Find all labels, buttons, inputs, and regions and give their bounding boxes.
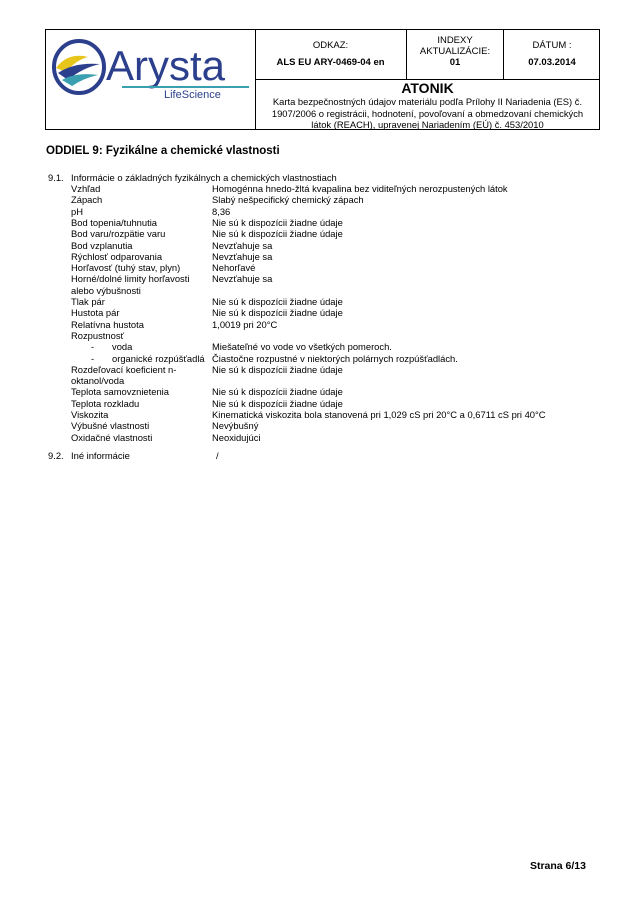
property-name: Viskozita [71,409,109,420]
odkaz-label: ODKAZ: [312,40,349,51]
logo-cell [46,30,256,129]
property-value: Nie sú k dispozícii žiadne údaje [212,296,343,307]
property-value: 1,0019 pri 20°C [212,318,278,330]
solubility-value: Čiastočne rozpustné v niektorých polárnych rozpúšťadlách. [212,352,458,364]
property-name: Výbušné vlastnosti [71,420,150,432]
solubility-value: Miešateľné vo vode vo všetkých pomeroch. [212,341,392,353]
section-title: ODDIEL 9: Fyzikálne a chemické vlastnosti [46,145,280,157]
property-name: Bod varu/rozpätie varu [71,228,166,240]
document-header [45,29,600,130]
index-cell [407,30,504,80]
property-name: Rozdeľovací koeficient n- [71,363,177,375]
list-dash: - [91,352,95,364]
property-name: Rýchlosť odparovania [71,250,163,262]
property-value: Nie sú k dispozícii žiadne údaje [212,307,343,319]
property-name: pH [71,205,83,217]
property-value: Nevzťahuje sa [212,273,273,285]
property-name: Vzhľad [71,183,101,194]
description-line: látok (REACH), upravenej Nariadením (EÚ) č. 453/2010 [311,119,544,130]
solubility-name: organické rozpúšťadlá [112,352,205,364]
description-line: Karta bezpečnostných údajov materiálu podľa Prílohy II Nariadenia (ES) č. [272,96,583,107]
datum-label: DÁTUM : [532,40,572,51]
property-name: Bod vzplanutia [71,239,133,251]
property-name-cont: alebo výbušnosti [71,284,141,296]
index-label-1: INDEXY [437,35,473,46]
datum-value: 07.03.2014 [528,57,576,68]
property-name: Tlak pár [71,296,105,307]
property-value: Homogénna hnedo-žltá kvapalina bez viditeľných nerozpustených látok [212,183,508,194]
page-number: Strana 6/13 [529,860,586,872]
property-value: Nevýbušný [212,420,259,432]
index-value: 01 [449,57,461,68]
solubility-name: voda [112,341,133,353]
datum-cell [504,30,600,80]
subsection-value: / [216,450,219,461]
arysta-logo [46,30,255,129]
property-value: Nie sú k dispozícii žiadne údaje [212,397,343,409]
list-dash: - [91,341,95,353]
property-name: Zápach [71,194,103,206]
property-name: Horné/dolné limity horľavosti [71,273,190,285]
property-name: Rozpustnosť [71,329,125,341]
odkaz-value: ALS EU ARY-0469-04 en [276,57,385,68]
property-name: Bod topenia/tuhnutia [71,216,158,228]
property-name: Relatívna hustota [71,318,144,330]
description-line: 1907/2006 o registrácii, hodnotení, povoľovaní a obmedzovaní chemických [271,107,584,119]
property-value: Nie sú k dispozícii žiadne údaje [212,363,343,375]
property-value: Nevzťahuje sa [212,239,273,251]
odkaz-cell [255,30,407,80]
subsection-title: Iné informácie [71,450,130,461]
property-name: Hustota pár [71,307,120,319]
product-name: ATONIK [401,80,454,96]
subsection-number: 9.2. [48,450,64,461]
property-value: Neoxidujúci [212,431,261,443]
logo-brand-text: Arysta [106,42,226,89]
logo-sub-text: LifeScience [164,89,221,101]
property-name-cont: oktanol/voda [71,375,125,387]
property-name: Teplota samovznietenia [71,386,169,398]
property-value: Nie sú k dispozícii žiadne údaje [212,386,343,398]
arysta-emblem-icon [54,41,104,93]
property-value: 8,36 [212,205,231,217]
property-value: Nie sú k dispozícii žiadne údaje [212,228,343,240]
property-value: Kinematická viskozita bola stanovená pri 1,029 cS pri 20°C a 0,6711 cS pri 40°C [212,409,546,420]
property-value: Slabý nešpecifický chemický zápach [212,194,364,206]
property-name: Horľavosť (tuhý stav, plyn) [71,262,181,274]
product-description [255,96,600,131]
property-value: Nevzťahuje sa [212,250,273,262]
property-name: Oxidačné vlastnosti [71,431,153,443]
property-name: Teplota rozkladu [71,397,140,409]
subsection-title: Informácie o základných fyzikálnych a chemických vlastnostiach [71,172,337,183]
property-value: Nie sú k dispozícii žiadne údaje [212,216,343,228]
product-cell [255,80,600,129]
property-value: Nehorľavé [212,262,256,274]
subsection-number: 9.1. [48,172,64,183]
index-label-2: AKTUALIZÁCIE: [419,46,491,57]
